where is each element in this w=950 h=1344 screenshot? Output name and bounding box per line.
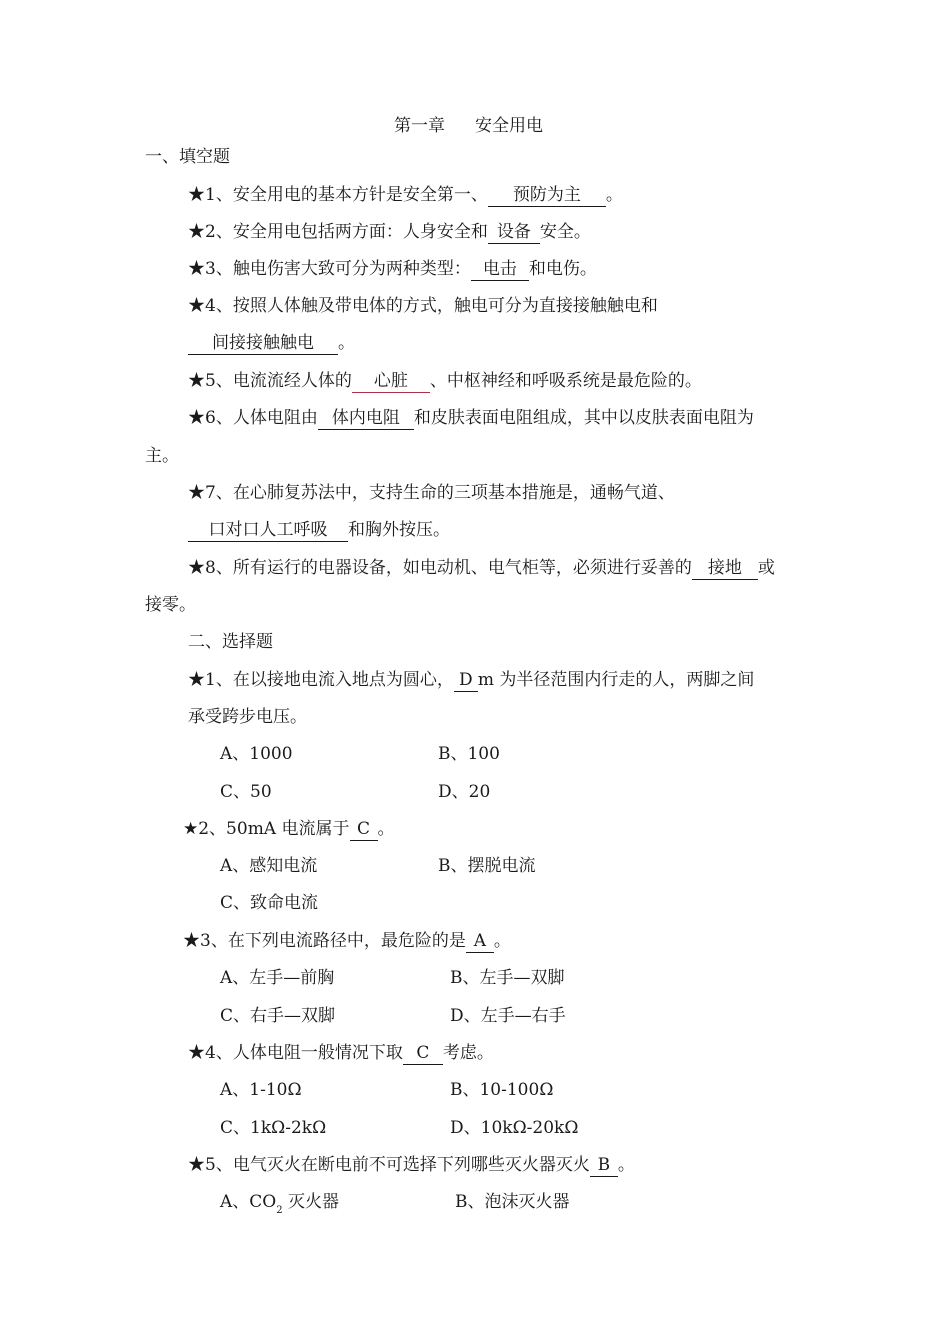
option-a: A、1-10Ω (220, 1080, 302, 1100)
fill-question-4-cont: 间接接触触电 。 (188, 331, 355, 355)
choice-question-5: ★5、电气灭火在断电前不可选择下列哪些灭火器灭火 B 。 (188, 1155, 635, 1175)
fill-question-4: ★4、按照人体触及带电体的方式，触电可分为直接接触触电和 (188, 296, 658, 316)
fill-question-7: ★7、在心肺复苏法中，支持生命的三项基本措施是，通畅气道、 (188, 483, 675, 503)
fill-question-3: ★3、触电伤害大致可分为两种类型： 电击 和电伤。 (188, 259, 597, 279)
answer-blank: B (590, 1154, 618, 1177)
page-title (394, 114, 543, 138)
option-c: C、1kΩ-2kΩ (220, 1118, 327, 1138)
option-c: C、右手—双脚 (220, 1006, 336, 1026)
fill-question-1: ★1、安全用电的基本方针是安全第一、 预防为主 。 (188, 185, 623, 205)
option-d: D、左手—右手 (450, 1006, 566, 1026)
choice-question-2: ★2、50mA 电流属于 C 。 (183, 819, 395, 839)
option-d: D、20 (438, 782, 491, 802)
choice-question-1: ★1、在以接地电流入地点为圆心， D m 为半径范围内行走的人，两脚之间 (188, 670, 755, 690)
fill-question-8-cont: 接零。 (145, 595, 196, 615)
answer-blank: 预防为主 (488, 184, 606, 207)
answer-blank: C (403, 1042, 443, 1065)
option-c: C、致命电流 (220, 893, 319, 913)
answer-blank: D (454, 669, 478, 692)
option-b: B、摆脱电流 (438, 856, 536, 876)
fill-question-6: ★6、人体电阻由 体内电阻 和皮肤表面电阻组成，其中以皮肤表面电阻为 (188, 408, 754, 428)
fill-question-6-cont: 主。 (145, 446, 179, 466)
choice-question-4: ★4、人体电阻一般情况下取 C 考虑。 (188, 1043, 494, 1063)
answer-blank: A (466, 930, 494, 953)
answer-blank: 间接接触触电 (188, 332, 338, 355)
fill-question-2: ★2、安全用电包括两方面：人身安全和 设备 安全。 (188, 222, 591, 242)
option-a: A、1000 (220, 744, 293, 764)
answer-blank: 电击 (471, 258, 529, 281)
option-b: B、泡沫灭火器 (455, 1192, 570, 1212)
option-a: A、$CO_2$ 灭火器 (220, 1192, 340, 1216)
answer-blank: 体内电阻 (318, 407, 414, 430)
fill-question-8: ★8、所有运行的电器设备，如电动机、电气柜等，必须进行妥善的 接地 或 (188, 558, 775, 578)
subscript: 2 (276, 1205, 283, 1216)
fill-question-7-cont: 口对口人工呼吸 和胸外按压。 (188, 518, 450, 542)
answer-blank: 接地 (692, 557, 758, 580)
answer-blank: 口对口人工呼吸 (188, 519, 348, 542)
fill-question-5: ★5、电流流经人体的 心脏 、中枢神经和呼吸系统是最危险的。 (188, 371, 702, 391)
section-heading-choice: 二、选择题 (188, 632, 273, 652)
chapter-name: 安全用电 (475, 116, 543, 136)
option-a: A、左手—前胸 (220, 968, 335, 988)
option-b: B、10-100Ω (450, 1080, 554, 1100)
option-d: D、10kΩ-20kΩ (450, 1118, 579, 1138)
option-b: B、左手—双脚 (450, 968, 565, 988)
option-c: C、50 (220, 782, 272, 802)
choice-question-1-cont: 承受跨步电压。 (188, 707, 307, 727)
section-heading-fill-blank: 一、填空题 (145, 147, 230, 167)
option-b: B、100 (438, 744, 500, 764)
chapter-label: 第一章 (394, 116, 445, 136)
answer-blank: 设备 (488, 221, 540, 244)
option-a: A、感知电流 (220, 856, 318, 876)
answer-blank: 心脏 (352, 370, 430, 393)
choice-question-3: ★3、在下列电流路径中，最危险的是 A 。 (183, 931, 511, 951)
answer-blank: C (350, 818, 378, 841)
